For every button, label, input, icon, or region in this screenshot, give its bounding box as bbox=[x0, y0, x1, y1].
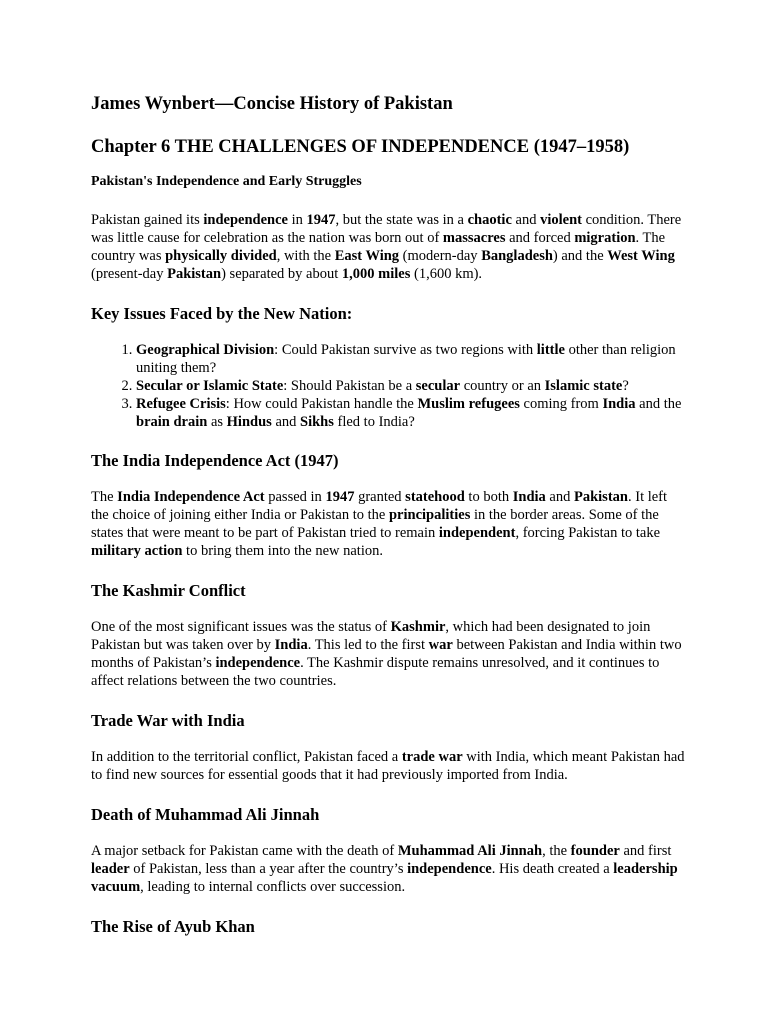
text-run: . The Kashmir dispute remains unresolved, and it continues to affect relations between the two countries. bbox=[91, 655, 660, 689]
text-run: (present-day bbox=[91, 266, 168, 282]
section-heading: Death of Muhammad Ali Jinnah bbox=[91, 805, 320, 824]
document-page bbox=[91, 92, 686, 954]
key-issues-list bbox=[91, 341, 686, 431]
bold-term: independence bbox=[215, 655, 301, 671]
section-jinnah-death bbox=[91, 804, 686, 896]
text-run: , which had been designated to join Pakistan but was taken over by bbox=[91, 619, 651, 653]
text-run: country or an bbox=[460, 378, 545, 394]
bold-term: Geographical Division bbox=[136, 342, 275, 358]
bold-term: Sikhs bbox=[300, 414, 334, 430]
text-run: passed in bbox=[264, 489, 326, 505]
bold-term: Pakistan bbox=[573, 489, 628, 505]
text-run: coming from bbox=[519, 396, 603, 412]
section-subtitle: Pakistan's Independence and Early Struggles bbox=[91, 174, 362, 189]
text-run: A major setback for Pakistan came with the death of bbox=[91, 843, 398, 859]
text-run: between Pakistan and India within two months of Pakistan’s bbox=[91, 637, 682, 671]
bold-term: India bbox=[274, 637, 308, 653]
chapter-title: Chapter 6 THE CHALLENGES OF INDEPENDENCE (1947–1958) bbox=[91, 137, 630, 157]
section-heading: The Rise of Ayub Khan bbox=[91, 917, 255, 936]
text-run: . His death created a bbox=[491, 861, 614, 877]
text-run: , forcing Pakistan to take bbox=[515, 525, 661, 541]
text-run: fled to India? bbox=[333, 414, 415, 430]
bold-term: massacres bbox=[442, 230, 506, 246]
bold-term: Muhammad Ali Jinnah bbox=[397, 843, 543, 859]
list-item bbox=[136, 377, 686, 395]
bold-term: East Wing bbox=[334, 248, 400, 264]
bold-term: founder bbox=[570, 843, 620, 859]
text-run: . The country was bbox=[91, 230, 666, 264]
text-run: , leading to internal conflicts over succession. bbox=[140, 879, 406, 895]
list-item bbox=[136, 395, 686, 431]
text-run: of Pakistan, less than a year after the country’s bbox=[129, 861, 408, 877]
text-run: granted bbox=[354, 489, 406, 505]
text-run: In addition to the territorial conflict, Pakistan faced a bbox=[91, 749, 402, 765]
bold-term: independent bbox=[438, 525, 516, 541]
bold-term: Hindus bbox=[226, 414, 272, 430]
section-heading: The Kashmir Conflict bbox=[91, 581, 246, 600]
bold-term: migration bbox=[574, 230, 636, 246]
list-item bbox=[136, 341, 686, 377]
text-run: Pakistan gained its bbox=[91, 212, 204, 228]
bold-term: Muslim refugees bbox=[417, 396, 520, 412]
bold-term: 1,000 miles bbox=[341, 266, 411, 282]
bold-term: independence bbox=[203, 212, 288, 228]
text-run: other than religion uniting them? bbox=[136, 342, 676, 376]
bold-term: brain drain bbox=[136, 414, 208, 430]
section-key-issues bbox=[91, 303, 686, 431]
text-run: in bbox=[287, 212, 307, 228]
bold-term: statehood bbox=[405, 489, 465, 505]
section-india-independence-act bbox=[91, 450, 686, 560]
section-heading: Key Issues Faced by the New Nation: bbox=[91, 304, 353, 323]
text-run: as bbox=[207, 414, 227, 430]
paragraph bbox=[91, 488, 686, 560]
paragraph bbox=[91, 618, 686, 690]
bold-term: war bbox=[428, 637, 453, 653]
paragraph bbox=[91, 748, 686, 784]
text-run: to bring them into the new nation. bbox=[182, 543, 383, 559]
section-heading: The India Independence Act (1947) bbox=[91, 451, 339, 470]
text-run: . This led to the first bbox=[307, 637, 429, 653]
text-run: ? bbox=[622, 378, 629, 394]
bold-term: Islamic state bbox=[544, 378, 623, 394]
text-run: : Should Pakistan be a bbox=[283, 378, 416, 394]
text-run: condition. There was little cause for celebration as the nation was born out of bbox=[91, 212, 682, 246]
text-run: ) separated by about bbox=[221, 266, 342, 282]
paragraph bbox=[91, 211, 686, 283]
bold-term: 1947 bbox=[325, 489, 355, 505]
text-run: : Could Pakistan survive as two regions with bbox=[274, 342, 537, 358]
document-title: James Wynbert—Concise History of Pakistan bbox=[91, 94, 453, 114]
bold-term: Kashmir bbox=[390, 619, 446, 635]
text-run: , the bbox=[542, 843, 571, 859]
text-run: and forced bbox=[505, 230, 575, 246]
text-run: . It left the choice of joining either India or Pakistan to the bbox=[91, 489, 668, 523]
text-run: and bbox=[511, 212, 541, 228]
text-run: and first bbox=[619, 843, 672, 859]
text-run: ) and the bbox=[552, 248, 608, 264]
bold-term: Refugee Crisis bbox=[136, 396, 226, 412]
text-run: , but the state was in a bbox=[335, 212, 468, 228]
bold-term: India Independence Act bbox=[117, 489, 265, 505]
bold-term: secular bbox=[415, 378, 461, 394]
bold-term: Bangladesh bbox=[481, 248, 553, 264]
bold-term: trade war bbox=[401, 749, 463, 765]
bold-term: military action bbox=[91, 543, 183, 559]
section-intro bbox=[91, 211, 686, 283]
text-run: with India, which meant Pakistan had to find new sources for essential goods that it had previously imported from India. bbox=[91, 749, 685, 783]
bold-term: West Wing bbox=[607, 248, 675, 264]
bold-term: principalities bbox=[388, 507, 471, 523]
bold-term: leader bbox=[91, 861, 130, 877]
bold-term: India bbox=[602, 396, 636, 412]
text-run: and the bbox=[635, 396, 682, 412]
section-heading: Trade War with India bbox=[91, 711, 245, 730]
text-run: One of the most significant issues was the status of bbox=[91, 619, 391, 635]
text-run: and bbox=[271, 414, 300, 430]
section-kashmir-conflict bbox=[91, 580, 686, 690]
bold-term: India bbox=[512, 489, 546, 505]
bold-term: Pakistan bbox=[167, 266, 222, 282]
bold-term: little bbox=[536, 342, 565, 358]
bold-term: Secular or Islamic State bbox=[136, 378, 284, 394]
text-run: , with the bbox=[276, 248, 335, 264]
section-ayub-khan bbox=[91, 916, 686, 937]
bold-term: independence bbox=[407, 861, 492, 877]
bold-term: chaotic bbox=[467, 212, 512, 228]
text-run: The bbox=[91, 489, 118, 505]
bold-term: physically divided bbox=[165, 248, 277, 264]
text-run: : How could Pakistan handle the bbox=[225, 396, 418, 412]
text-run: (modern-day bbox=[399, 248, 482, 264]
bold-term: 1947 bbox=[306, 212, 336, 228]
text-run: to both bbox=[464, 489, 513, 505]
paragraph bbox=[91, 842, 686, 896]
text-run: and bbox=[545, 489, 574, 505]
text-run: in the border areas. Some of the states that were meant to be part of Pakistan tried to remain bbox=[91, 507, 659, 541]
bold-term: leadership vacuum bbox=[91, 861, 678, 895]
section-trade-war bbox=[91, 710, 686, 784]
bold-term: violent bbox=[540, 212, 582, 228]
text-run: (1,600 km). bbox=[410, 266, 483, 282]
